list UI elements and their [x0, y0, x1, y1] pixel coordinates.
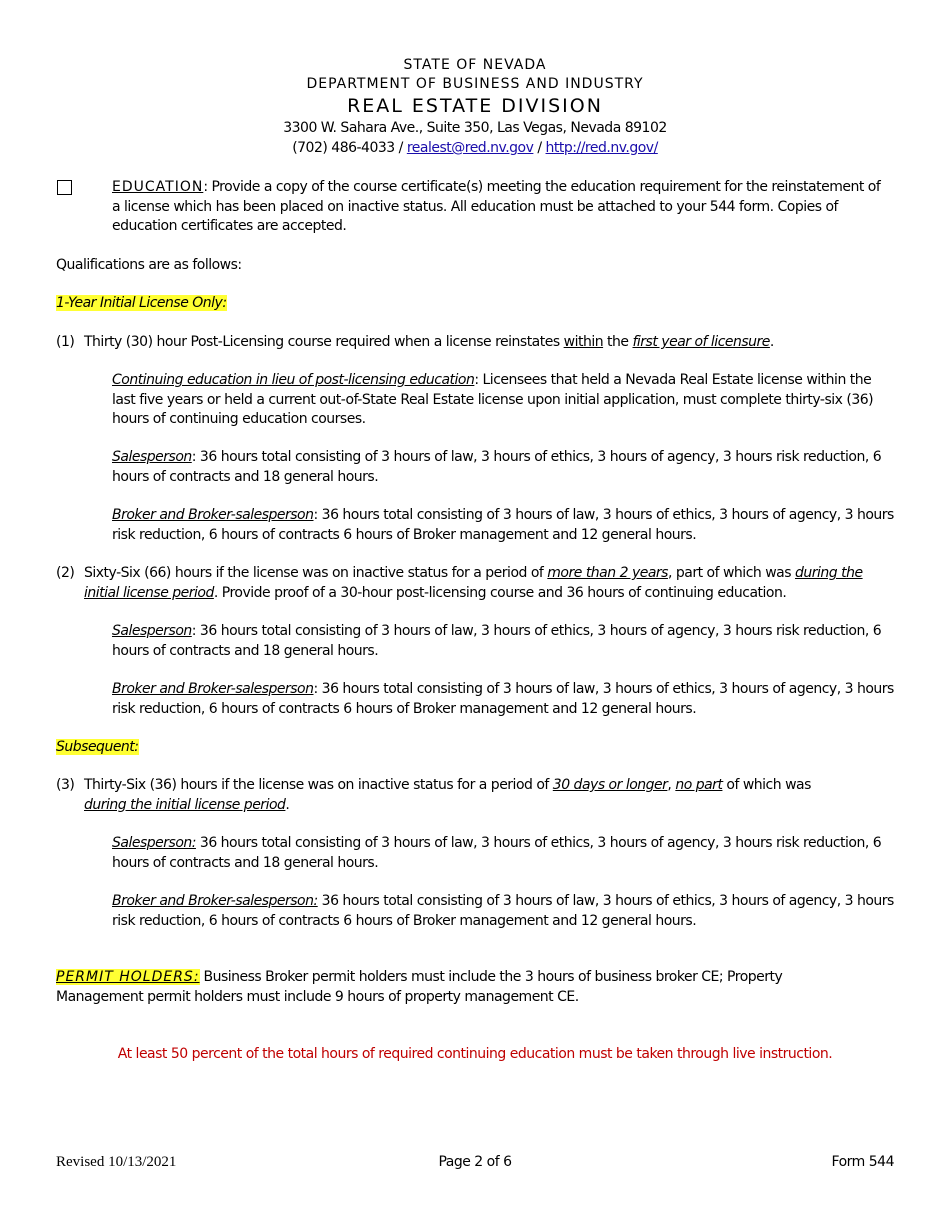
qualifications-intro: Qualifications are as follows: — [56, 257, 242, 273]
phone-number: (702) 486-4033 — [292, 140, 395, 156]
broker-label: Broker and Broker-salesperson: — [112, 893, 318, 909]
item-number: (2) — [56, 565, 75, 581]
salesperson-label: Salesperson: — [112, 835, 196, 851]
division-name: REAL ESTATE DIVISION — [347, 95, 603, 117]
item-text: Thirty-Six (36) hours if the license was on inactive status for a period of 30 days or longer, no part of which was during the initial license period. — [84, 777, 811, 813]
education-paragraph — [112, 178, 892, 237]
salesperson-requirement: Salesperson: 36 hours total consisting of 3 hours of law, 3 hours of ethics, 3 hours of agency, 3 hours risk reduction, 6 hours of contracts and 18 general hours. — [112, 449, 882, 485]
revision-date: Revised 10/13/2021 — [56, 1154, 177, 1170]
salesperson-requirement: Salesperson: 36 hours total consisting of 3 hours of law, 3 hours of ethics, 3 hours of agency, 3 hours risk reduction, 6 hours of contracts and 18 general hours. — [112, 623, 882, 659]
qualification-item-2 — [56, 564, 896, 603]
item-text: Thirty (30) hour Post-Licensing course required when a license reinstates within the first year of licensure. — [84, 334, 774, 350]
email-link[interactable]: realest@red.nv.gov — [406, 140, 534, 156]
salesperson-label: Salesperson — [112, 623, 192, 639]
separator: / — [537, 140, 542, 156]
subsequent-label: Subsequent: — [56, 739, 139, 755]
live-instruction-notice: At least 50 percent of the total hours of required continuing education must be taken through live instruction. — [117, 1046, 833, 1062]
broker-requirement: Broker and Broker-salesperson: 36 hours total consisting of 3 hours of law, 3 hours of ethics, 3 hours of agency, 3 hours risk reduction, 6 hours of contracts 6 hours of Broker management and 12 general hours. — [112, 681, 894, 717]
qualification-item-3 — [56, 776, 896, 815]
education-heading: EDUCATION — [112, 179, 204, 195]
broker-label: Broker and Broker-salesperson — [112, 681, 314, 697]
broker-requirement: Broker and Broker-salesperson: 36 hours total consisting of 3 hours of law, 3 hours of ethics, 3 hours of agency, 3 hours risk reduction, 6 hours of contracts 6 hours of Broker management and 12 general hours. — [112, 893, 894, 929]
permit-holders-note: PERMIT HOLDERS: Business Broker permit holders must include the 3 hours of business broker CE; Property Management permit holders must include 9 hours of property management CE. — [56, 969, 783, 1005]
office-address: 3300 W. Sahara Ave., Suite 350, Las Vegas, Nevada 89102 — [283, 120, 667, 136]
letterhead — [0, 56, 950, 158]
website-link[interactable]: http://red.nv.gov/ — [545, 140, 658, 156]
permit-holders-label: PERMIT HOLDERS: — [56, 969, 200, 985]
salesperson-requirement: Salesperson: 36 hours total consisting of 3 hours of law, 3 hours of ethics, 3 hours of agency, 3 hours risk reduction, 6 hours of contracts and 18 general hours. — [112, 835, 882, 871]
contact-line — [0, 138, 950, 158]
state-name: STATE OF NEVADA — [403, 57, 547, 73]
item-number: (1) — [56, 334, 75, 350]
separator: / — [398, 140, 403, 156]
salesperson-label: Salesperson — [112, 449, 192, 465]
item-number: (3) — [56, 777, 75, 793]
education-checkbox[interactable] — [57, 180, 72, 195]
page-number: Page 2 of 6 — [438, 1154, 512, 1170]
broker-label: Broker and Broker-salesperson — [112, 507, 314, 523]
item-text: Sixty-Six (66) hours if the license was on inactive status for a period of more than 2 years, part of which was during the initial license period. Provide proof of a 30-hour post-licensing course and 36 hours of continuing education. — [84, 565, 863, 601]
broker-requirement: Broker and Broker-salesperson: 36 hours total consisting of 3 hours of law, 3 hours of ethics, 3 hours of agency, 3 hours risk reduction, 6 hours of contracts 6 hours of Broker management and 12 general hours. — [112, 507, 894, 543]
ce-label: Continuing education in lieu of post-licensing education — [112, 372, 475, 388]
form-number: Form 544 — [831, 1154, 894, 1170]
department-name: DEPARTMENT OF BUSINESS AND INDUSTRY — [306, 76, 644, 92]
ce-in-lieu-paragraph: Continuing education in lieu of post-licensing education: Licensees that held a Nevada Real Estate license within the last five years or held a current out-of-State Real Estate license upon initial application, must complete thirty-six (36) hours of continuing education courses. — [112, 372, 874, 427]
qualification-item-1 — [56, 333, 896, 353]
education-text: : Provide a copy of the course certificate(s) meeting the education requirement for the reinstatement of a license which has been placed on inactive status. All education must be attached to your 544 form. Copies of education certificates are accepted. — [112, 179, 881, 234]
initial-license-label: 1-Year Initial License Only: — [56, 295, 227, 311]
